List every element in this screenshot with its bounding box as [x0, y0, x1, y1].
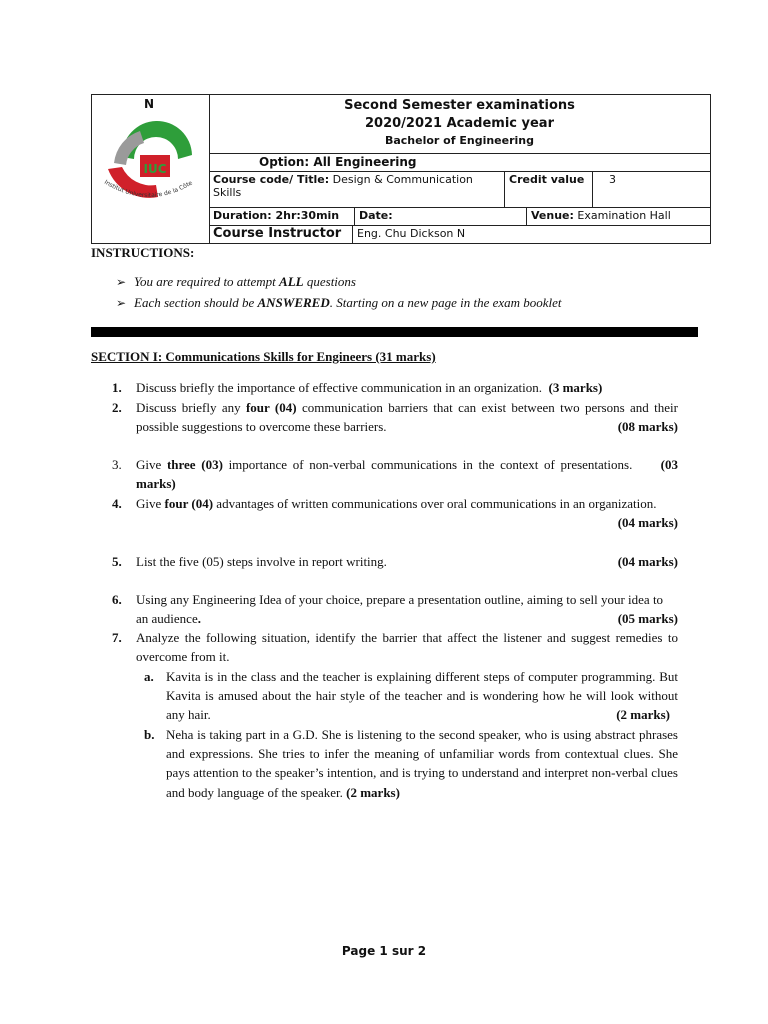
logo-cell: [92, 95, 210, 243]
venue-value: Examination Hall: [577, 209, 671, 222]
instruction-bullet-1: ➢ You are required to attempt ALL questions: [116, 274, 356, 289]
question-4: 4. Give four (04) advantages of written communications over oral communications in an organization. (04 marks): [112, 496, 678, 531]
question-3: 3. Give three (03) importance of non-verbal communications in the context of presentations. (03 marks): [112, 457, 678, 492]
instruction-bullet-2: ➢ Each section should be ANSWERED. Starting on a new page in the exam booklet: [116, 295, 562, 310]
instructor-label: Course Instructor: [213, 226, 342, 241]
institution-logo-icon: [100, 109, 202, 229]
course-cell: [209, 171, 504, 207]
duration-row: [209, 207, 710, 226]
question-7: 7. Analyze the following situation, identify the barrier that affect the listener and suggest remedies to overcome from it.: [112, 630, 678, 665]
logo-abbr: IUC: [143, 162, 167, 176]
venue-label: Venue:: [531, 209, 574, 222]
academic-year: 2020/2021 Academic year: [364, 116, 554, 131]
subquestion-b: b. Neha is taking part in a G.D. She is listening to the second speaker, who is using abstract phrases and expressions. She tries to infer the meaning of unfamiliar words from contextual clues. She pays attention to the speaker’s intention, and is trying to understand and interpret non-verbal clues and body language of the speaker. (2 marks): [144, 727, 678, 800]
duration: Duration: 2hr:30min: [213, 209, 340, 222]
option-row: [209, 153, 710, 172]
duration-cell: [209, 207, 354, 225]
exam-title: Second Semester examinations: [344, 98, 575, 113]
instructor-label-cell: [209, 225, 352, 243]
arrow-bullet-icon: ➢: [116, 296, 127, 310]
course-label: Course code/ Title:: [213, 173, 330, 186]
arrow-bullet-icon: ➢: [116, 275, 127, 289]
credit-value-cell: [592, 171, 710, 207]
question-5: 5. List the five (05) steps involve in report writing. (04 marks): [112, 554, 678, 569]
date-cell: [354, 207, 526, 225]
date-label: Date:: [359, 209, 393, 222]
credit-label: Credit value: [509, 173, 585, 186]
exam-header-table: [91, 94, 711, 244]
question-2: 2. Discuss briefly any four (04) communication barriers that can exist between two persons and their possible suggestions to overcome these barriers. (08 marks): [112, 400, 678, 435]
page-number: Page 1 sur 2: [341, 944, 427, 958]
option-label: Option: All Engineering: [259, 155, 417, 169]
exam-title-block: [209, 95, 710, 154]
instructions-heading: INSTRUCTIONS:: [91, 245, 195, 260]
question-6: 6. Using any Engineering Idea of your choice, prepare a presentation outline, aiming to sell your idea to an audience. (05 marks): [112, 592, 678, 627]
course-title: Design & Communication Skills: [213, 173, 473, 199]
instructor-row: [209, 225, 710, 243]
logo-letter: N: [144, 97, 155, 111]
credit-label-cell: [504, 171, 592, 207]
logo-arc-text: Institut Universitaire de la Côte: [102, 178, 194, 200]
venue-cell: [526, 207, 710, 225]
subquestion-a: a. Kavita is in the class and the teacher is explaining different steps of computer programming. But Kavita is amused about the hair style of the teacher and is wondering how he will look without any hair. (2 marks): [144, 669, 678, 723]
section-title: SECTION I: Communications Skills for Engineers (31 marks): [91, 349, 436, 364]
instructor-value-cell: [352, 225, 710, 243]
instructor-name: Eng. Chu Dickson N: [357, 227, 466, 240]
section-divider: [91, 327, 698, 337]
degree: Bachelor of Engineering: [384, 134, 534, 147]
credit-value: 3: [609, 173, 616, 186]
question-1: 1. Discuss briefly the importance of effective communication in an organization. (3 marks): [112, 380, 603, 395]
course-row: [209, 171, 710, 208]
